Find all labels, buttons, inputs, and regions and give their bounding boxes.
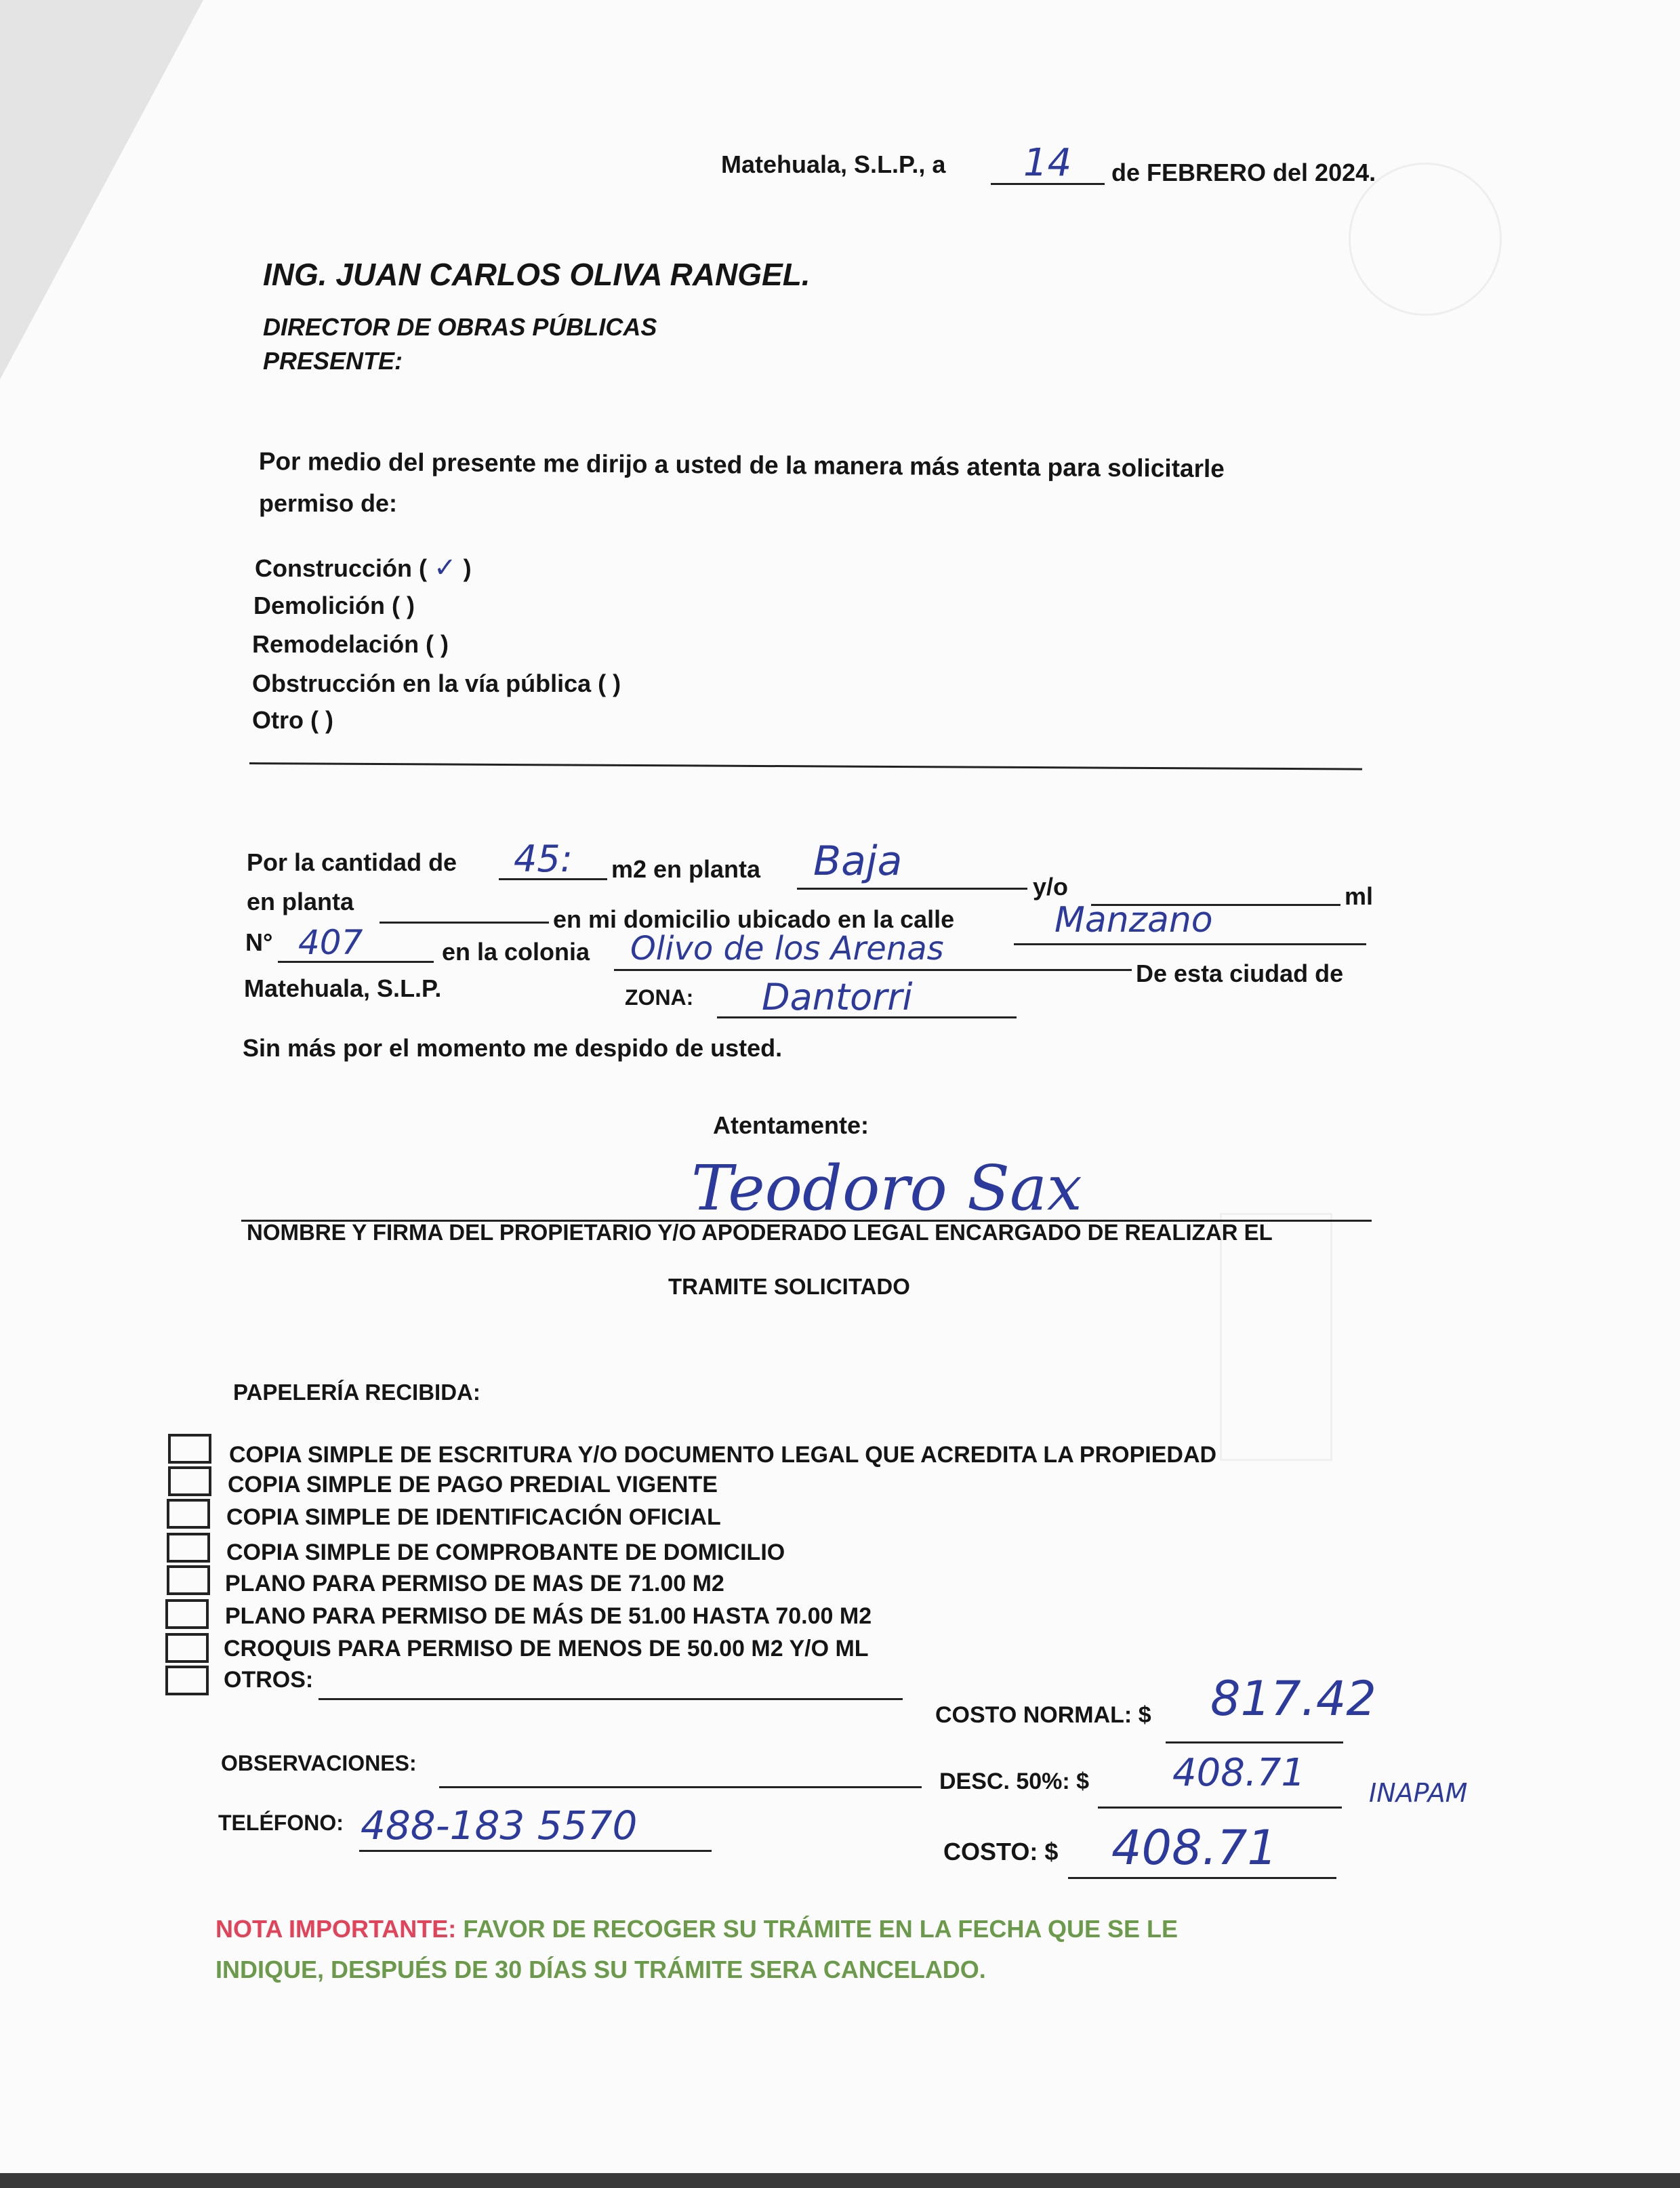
street-value: Manzano bbox=[1054, 900, 1213, 941]
colonia-underline bbox=[614, 969, 1132, 971]
num-label: N° bbox=[245, 928, 273, 956]
paper-item-4: COPIA SIMPLE DE COMPROBANTE DE DOMICILIO bbox=[226, 1540, 785, 1565]
paper-item-7: CROQUIS PARA PERMISO DE MENOS DE 50.00 M2 Y/O ML bbox=[224, 1636, 869, 1661]
signature-text: Teodoro Sax bbox=[691, 1152, 1082, 1224]
discount-note: INAPAM bbox=[1369, 1778, 1468, 1808]
discount-underline bbox=[1098, 1807, 1342, 1809]
permit-remodel: Remodelación ( ) bbox=[252, 630, 449, 658]
paper-checkbox-6[interactable] bbox=[165, 1599, 209, 1629]
phone-underline bbox=[359, 1850, 712, 1852]
num-value: 407 bbox=[298, 923, 363, 962]
paper-checkbox-7[interactable] bbox=[165, 1633, 209, 1663]
permit-other: Otro ( ) bbox=[252, 706, 333, 734]
colonia-value: Olivo de los Arenas bbox=[630, 930, 944, 968]
m2-label: m2 en planta bbox=[611, 855, 761, 883]
salutation: Atentamente: bbox=[713, 1111, 869, 1139]
floor-underline bbox=[797, 888, 1027, 890]
intro-line-1: Por medio del presente me dirijo a usted de la manera más atenta para solicitarle bbox=[258, 447, 1225, 483]
normal-cost-value: 817.42 bbox=[1210, 1671, 1376, 1727]
zone-label: ZONA: bbox=[625, 985, 694, 1010]
cost-label: COSTO: $ bbox=[943, 1838, 1059, 1865]
paper-checkbox-5[interactable] bbox=[167, 1565, 210, 1595]
paper-item-1: COPIA SIMPLE DE ESCRITURA Y/O DOCUMENTO LEGAL QUE ACREDITA LA PROPIEDAD bbox=[229, 1442, 1217, 1468]
city-value: Matehuala, S.L.P. bbox=[244, 974, 442, 1002]
zone-value: Dantorri bbox=[762, 976, 913, 1018]
paper-item-5: PLANO PARA PERMISO DE MAS DE 71.00 M2 bbox=[225, 1571, 724, 1596]
paper-checkbox-3[interactable] bbox=[167, 1499, 210, 1529]
observations-underline bbox=[439, 1786, 922, 1788]
important-note-line-1 bbox=[216, 1915, 1178, 1943]
paper-checkbox-4[interactable] bbox=[167, 1533, 210, 1563]
discount-value: 408.71 bbox=[1172, 1751, 1305, 1795]
signature-caption-2: TRAMITE SOLICITADO bbox=[668, 1274, 910, 1299]
important-note-text-1: FAVOR DE RECOGER SU TRÁMITE EN LA FECHA QUE SE LE bbox=[463, 1915, 1179, 1943]
date-suffix: de FEBRERO del 2024. bbox=[1111, 159, 1376, 186]
day-value: 14 bbox=[1023, 141, 1072, 185]
cost-underline bbox=[1068, 1877, 1336, 1879]
city-label: De esta ciudad de bbox=[1136, 959, 1344, 987]
qty-value: 45: bbox=[514, 838, 573, 880]
folded-corner bbox=[0, 0, 203, 379]
paper-item-3: COPIA SIMPLE DE IDENTIFICACIÓN OFICIAL bbox=[226, 1504, 721, 1530]
permit-obstruction: Obstrucción en la vía pública ( ) bbox=[252, 669, 621, 697]
other-underline bbox=[249, 762, 1362, 770]
street-underline bbox=[1014, 943, 1366, 945]
closing-line: Sin más por el momento me despido de usted. bbox=[243, 1034, 783, 1062]
signature-caption-1: NOMBRE Y FIRMA DEL PROPIETARIO Y/O APODERADO LEGAL ENCARGADO DE REALIZAR EL bbox=[247, 1220, 1273, 1245]
paper-item-8: OTROS: bbox=[224, 1667, 314, 1693]
date-line bbox=[721, 150, 945, 179]
cost-value: 408.71 bbox=[1111, 1820, 1277, 1876]
floor2-label: en planta bbox=[247, 888, 354, 915]
yo-label: y/o bbox=[1033, 873, 1069, 901]
important-note-label: NOTA IMPORTANTE: bbox=[216, 1915, 457, 1943]
address-label: en mi domicilio ubicado en la calle bbox=[553, 905, 955, 933]
paper-checkbox-1[interactable] bbox=[168, 1434, 211, 1464]
construction-check-mark: ✓ bbox=[434, 552, 457, 583]
addressee-greeting: PRESENTE: bbox=[263, 347, 403, 375]
normal-cost-label: COSTO NORMAL: $ bbox=[935, 1702, 1151, 1728]
normal-cost-underline bbox=[1166, 1741, 1343, 1743]
place-prefix: Matehuala, S.L.P., a bbox=[721, 150, 946, 178]
colonia-label: en la colonia bbox=[442, 938, 590, 966]
observations-label: OBSERVACIONES: bbox=[221, 1751, 417, 1775]
paper-item-2: COPIA SIMPLE DE PAGO PREDIAL VIGENTE bbox=[228, 1472, 718, 1498]
others-underline bbox=[319, 1698, 903, 1700]
qty-label: Por la cantidad de bbox=[247, 848, 457, 876]
scan-edge bbox=[0, 2173, 1680, 2188]
bleed-through-box bbox=[1220, 1213, 1332, 1461]
floor-value: Baja bbox=[813, 838, 903, 885]
discount-label: DESC. 50%: $ bbox=[939, 1769, 1090, 1794]
ml-label: ml bbox=[1345, 882, 1374, 910]
permit-demolition: Demolición ( ) bbox=[253, 592, 415, 619]
intro-line-2: permiso de: bbox=[259, 489, 398, 517]
paper-checkbox-8[interactable] bbox=[165, 1666, 209, 1695]
paper-checkbox-2[interactable] bbox=[168, 1466, 211, 1496]
addressee-title: DIRECTOR DE OBRAS PÚBLICAS bbox=[263, 313, 657, 341]
important-note-text-2: INDIQUE, DESPUÉS DE 30 DÍAS SU TRÁMITE SERA CANCELADO. bbox=[216, 1956, 986, 1983]
addressee-name: ING. JUAN CARLOS OLIVA RANGEL. bbox=[263, 257, 811, 292]
floor2-underline bbox=[380, 922, 549, 924]
phone-label: TELÉFONO: bbox=[218, 1811, 344, 1835]
permit-construction: Construcción ( ✓ ) bbox=[255, 552, 472, 583]
paper-item-6: PLANO PARA PERMISO DE MÁS DE 51.00 HASTA 70.00 M2 bbox=[225, 1603, 872, 1629]
papers-title: PAPELERÍA RECIBIDA: bbox=[233, 1380, 480, 1405]
phone-value: 488-183 5570 bbox=[361, 1802, 638, 1849]
